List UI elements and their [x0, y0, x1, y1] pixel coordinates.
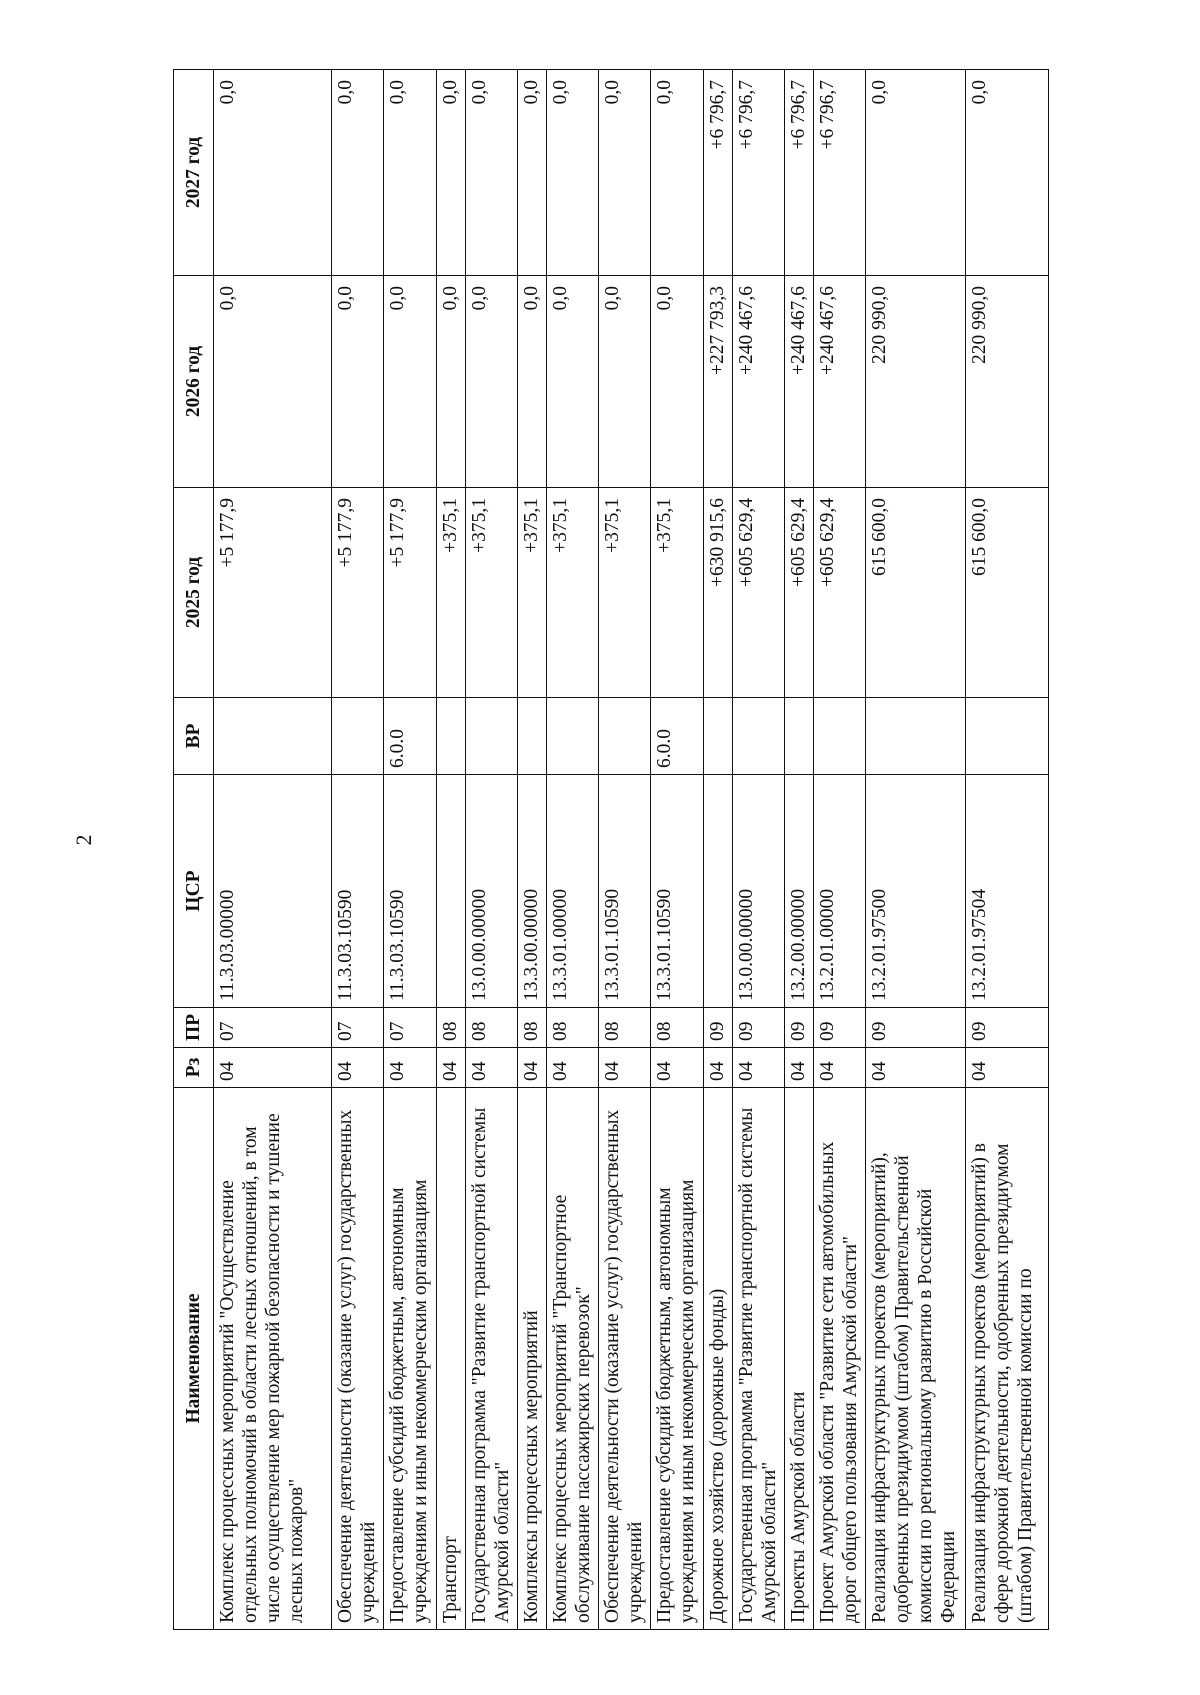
cell-y2025: +375,1: [651, 488, 704, 698]
cell-name: Реализация инфраструктурных проектов (мероприятий) в сфере дорожной деятельности, одобренных президиумом (штабом) Правительственной комиссии по: [966, 1088, 1049, 1630]
cell-pr: 08: [518, 1008, 547, 1048]
cell-name: Комплекс процессных мероприятий "Транспортное обслуживание пассажирских перевозок": [547, 1088, 599, 1630]
cell-y2027: 0,0: [547, 70, 599, 276]
cell-pr: 09: [814, 1008, 866, 1048]
page-number: 2: [71, 834, 96, 846]
cell-pr: 08: [466, 1008, 518, 1048]
cell-rz: 04: [866, 1048, 966, 1088]
cell-y2027: 0,0: [599, 70, 651, 276]
cell-y2027: 0,0: [466, 70, 518, 276]
cell-y2025: +5 177,9: [384, 488, 437, 698]
table-row: [785, 70, 814, 1630]
cell-rz: 04: [332, 1048, 384, 1088]
cell-y2026: +227 793,3: [704, 276, 733, 488]
table-row: [704, 70, 733, 1630]
cell-name: Проект Амурской области "Развитие сети автомобильных дорог общего пользования Амурской области": [814, 1088, 866, 1630]
cell-y2027: 0,0: [866, 70, 966, 276]
cell-csr: 11.3.03.00000: [214, 775, 332, 1008]
cell-y2026: 0,0: [384, 276, 437, 488]
cell-y2025: +375,1: [466, 488, 518, 698]
table-row: [599, 70, 651, 1630]
cell-csr: 13.2.00.00000: [785, 775, 814, 1008]
cell-name: Предоставление субсидий бюджетным, автономным учреждениям и иным некоммерческим организациям: [651, 1088, 704, 1630]
table-row: [866, 70, 966, 1630]
cell-vr: 6.0.0: [651, 698, 704, 775]
cell-name: Проекты Амурской области: [785, 1088, 814, 1630]
table-row: [332, 70, 384, 1630]
cell-csr: 13.3.01.10590: [651, 775, 704, 1008]
cell-y2026: 0,0: [651, 276, 704, 488]
cell-name: Транспорт: [437, 1088, 466, 1630]
cell-y2026: 220 990,0: [866, 276, 966, 488]
cell-vr: [437, 698, 466, 775]
cell-y2025: +375,1: [518, 488, 547, 698]
cell-csr: [704, 775, 733, 1008]
header-2027: 2027 год: [174, 70, 214, 276]
cell-pr: 09: [966, 1008, 1049, 1048]
cell-pr: 07: [214, 1008, 332, 1048]
header-csr: ЦСР: [174, 775, 214, 1008]
cell-rz: 04: [599, 1048, 651, 1088]
cell-csr: 11.3.03.10590: [332, 775, 384, 1008]
cell-csr: 13.2.01.97504: [966, 775, 1049, 1008]
cell-y2027: +6 796,7: [814, 70, 866, 276]
cell-y2026: 0,0: [518, 276, 547, 488]
cell-name: Обеспечение деятельности (оказание услуг) государственных учреждений: [332, 1088, 384, 1630]
cell-y2026: 0,0: [466, 276, 518, 488]
cell-rz: 04: [733, 1048, 785, 1088]
cell-vr: [466, 698, 518, 775]
cell-y2027: +6 796,7: [704, 70, 733, 276]
header-2026: 2026 год: [174, 276, 214, 488]
cell-rz: 04: [547, 1048, 599, 1088]
cell-name: Государственная программа "Развитие транспортной системы Амурской области": [466, 1088, 518, 1630]
cell-y2025: +375,1: [547, 488, 599, 698]
cell-vr: [733, 698, 785, 775]
cell-name: Комплексы процессных мероприятий: [518, 1088, 547, 1630]
cell-y2027: 0,0: [966, 70, 1049, 276]
table-row: [384, 70, 437, 1630]
cell-pr: 09: [704, 1008, 733, 1048]
cell-y2025: 615 600,0: [866, 488, 966, 698]
cell-y2025: +605 629,4: [733, 488, 785, 698]
header-2025: 2025 год: [174, 488, 214, 698]
cell-y2027: 0,0: [651, 70, 704, 276]
table-row: [651, 70, 704, 1630]
cell-csr: 13.3.01.00000: [547, 775, 599, 1008]
cell-y2027: +6 796,7: [785, 70, 814, 276]
table-row: [214, 70, 332, 1630]
cell-pr: 07: [384, 1008, 437, 1048]
cell-csr: 13.0.00.00000: [733, 775, 785, 1008]
rotated-table-container: [173, 70, 1048, 1630]
cell-pr: 08: [547, 1008, 599, 1048]
cell-rz: 04: [384, 1048, 437, 1088]
table-row: [733, 70, 785, 1630]
cell-rz: 04: [785, 1048, 814, 1088]
cell-csr: 13.2.01.00000: [814, 775, 866, 1008]
cell-y2025: +5 177,9: [332, 488, 384, 698]
cell-y2025: +5 177,9: [214, 488, 332, 698]
cell-csr: 13.0.00.00000: [466, 775, 518, 1008]
cell-y2025: +605 629,4: [785, 488, 814, 698]
cell-y2026: +240 467,6: [733, 276, 785, 488]
cell-y2027: 0,0: [332, 70, 384, 276]
cell-pr: 08: [599, 1008, 651, 1048]
cell-vr: [332, 698, 384, 775]
cell-pr: 09: [785, 1008, 814, 1048]
cell-y2025: +605 629,4: [814, 488, 866, 698]
cell-vr: [547, 698, 599, 775]
header-rz: Рз: [174, 1048, 214, 1088]
cell-pr: 07: [332, 1008, 384, 1048]
table-body: [214, 70, 1049, 1630]
cell-pr: 08: [651, 1008, 704, 1048]
cell-name: Государственная программа "Развитие транспортной системы Амурской области": [733, 1088, 785, 1630]
cell-vr: [599, 698, 651, 775]
cell-rz: 04: [466, 1048, 518, 1088]
cell-y2027: 0,0: [214, 70, 332, 276]
cell-rz: 04: [966, 1048, 1049, 1088]
cell-name: Реализация инфраструктурных проектов (мероприятий), одобренных президиумом (штабом) Правительственной комиссии по региональному развитию в Российской Федерации: [866, 1088, 966, 1630]
cell-csr: 13.3.01.10590: [599, 775, 651, 1008]
table-row: [437, 70, 466, 1630]
cell-y2026: 220 990,0: [966, 276, 1049, 488]
cell-name: Комплекс процессных мероприятий "Осуществление отдельных полномочий в области лесных отношений, в том числе осуществление мер пожарной безопасности и тушение лесных пожаров": [214, 1088, 332, 1630]
cell-y2027: 0,0: [518, 70, 547, 276]
cell-rz: 04: [704, 1048, 733, 1088]
cell-csr: 13.3.00.00000: [518, 775, 547, 1008]
cell-y2026: +240 467,6: [814, 276, 866, 488]
cell-rz: 04: [214, 1048, 332, 1088]
cell-csr: [437, 775, 466, 1008]
cell-y2025: +630 915,6: [704, 488, 733, 698]
table-row: [466, 70, 518, 1630]
cell-vr: [214, 698, 332, 775]
cell-y2026: +240 467,6: [785, 276, 814, 488]
cell-vr: [814, 698, 866, 775]
cell-rz: 04: [651, 1048, 704, 1088]
cell-csr: 11.3.03.10590: [384, 775, 437, 1008]
header-vr: ВР: [174, 698, 214, 775]
cell-vr: 6.0.0: [384, 698, 437, 775]
header-row: [174, 70, 214, 1630]
cell-y2027: 0,0: [437, 70, 466, 276]
table-row: [518, 70, 547, 1630]
cell-vr: [785, 698, 814, 775]
cell-y2025: +375,1: [599, 488, 651, 698]
table-row: [966, 70, 1049, 1630]
budget-table: [173, 69, 1049, 1630]
cell-y2026: 0,0: [437, 276, 466, 488]
cell-y2026: 0,0: [599, 276, 651, 488]
table-row: [814, 70, 866, 1630]
cell-name: Предоставление субсидий бюджетным, автономным учреждениям и иным некоммерческим организациям: [384, 1088, 437, 1630]
cell-vr: [866, 698, 966, 775]
cell-y2026: 0,0: [332, 276, 384, 488]
cell-rz: 04: [814, 1048, 866, 1088]
cell-y2027: +6 796,7: [733, 70, 785, 276]
cell-csr: 13.2.01.97500: [866, 775, 966, 1008]
cell-name: Дорожное хозяйство (дорожные фонды): [704, 1088, 733, 1630]
cell-rz: 04: [518, 1048, 547, 1088]
cell-y2025: 615 600,0: [966, 488, 1049, 698]
cell-vr: [518, 698, 547, 775]
cell-pr: 09: [733, 1008, 785, 1048]
cell-y2026: 0,0: [547, 276, 599, 488]
cell-y2026: 0,0: [214, 276, 332, 488]
table-row: [547, 70, 599, 1630]
header-pr: ПР: [174, 1008, 214, 1048]
cell-y2027: 0,0: [384, 70, 437, 276]
cell-pr: 09: [866, 1008, 966, 1048]
cell-pr: 08: [437, 1008, 466, 1048]
cell-rz: 04: [437, 1048, 466, 1088]
cell-y2025: +375,1: [437, 488, 466, 698]
header-name: Наименование: [174, 1088, 214, 1630]
cell-name: Обеспечение деятельности (оказание услуг) государственных учреждений: [599, 1088, 651, 1630]
cell-vr: [966, 698, 1049, 775]
cell-vr: [704, 698, 733, 775]
